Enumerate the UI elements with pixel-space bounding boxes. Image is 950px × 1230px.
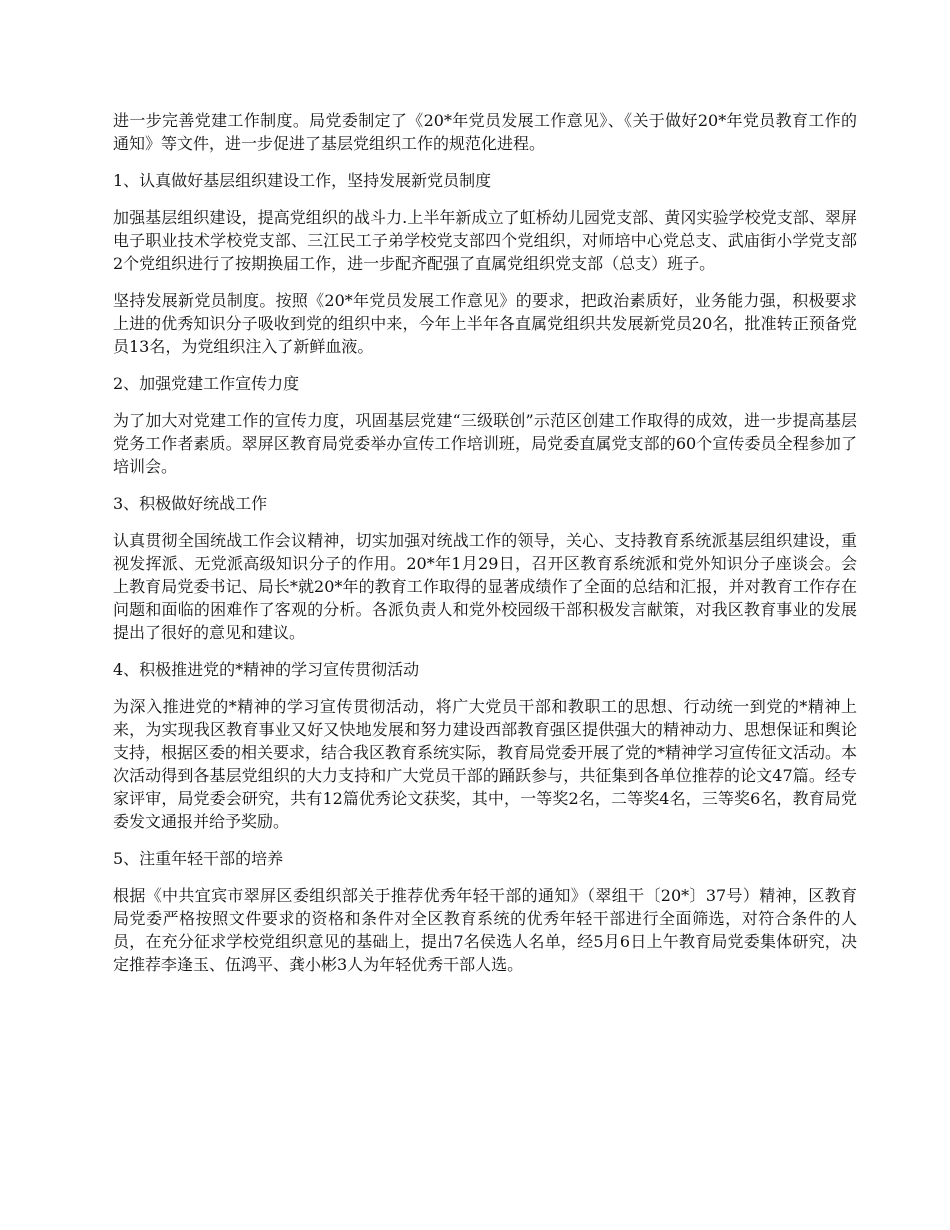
section-4-paragraph: 为深入推进党的*精神的学习宣传贯彻活动，将广大党员干部和教职工的思想、行动统一到党的*精神上来，为实现我区教育事业又好又快地发展和努力建设西部教育强区提供强大的精神动力、思想保证和舆论支持，根据区委的相关要求，结合我区教育系统实际，教育局党委开展了党的*精神学习宣传征文活动。本次活动得到各基层党组织的大力支持和广大党员干部的踊跃参与，共征集到各单位推荐的论文47篇。经专家评审，局党委会研究，共有12篇优秀论文获奖，其中，一等奖2名，二等奖4名，三等奖6名，教育局党委发文通报并给予奖励。 — [113, 697, 858, 831]
section-2-paragraph: 为了加大对党建工作的宣传力度，巩固基层党建“三级联创”示范区创建工作取得的成效，进一步提高基层党务工作者素质。翠屏区教育局党委举办宣传工作培训班，局党委直属党支部的60个宣传委员全程参加了培训会。 — [113, 411, 857, 476]
section-2-heading: 2、加强党建工作宣传力度 — [113, 374, 300, 393]
section-5-heading: 5、注重年轻干部的培养 — [113, 849, 284, 868]
section-3-paragraph: 认真贯彻全国统战工作会议精神，切实加强对统战工作的领导，关心、支持教育系统派基层组织建设，重视发挥派、无党派高级知识分子的作用。20*年1月29日，召开区教育系统派和党外知识分子座谈会。会上教育局党委书记、局长*就20*年的教育工作取得的显著成绩作了全面的总结和汇报，并对教育工作存在问题和面临的困难作了客观的分析。各派负责人和党外校园级干部积极发言献策，对我区教育事业的发展提出了很好的意见和建议。 — [113, 531, 857, 642]
section-4-heading: 4、积极推进党的*精神的学习宣传贯彻活动 — [113, 660, 420, 679]
intro-paragraph: 进一步完善党建工作制度。局党委制定了《20*年党员发展工作意见》、《关于做好20*年党员教育工作的通知》等文件，进一步促进了基层党组织工作的规范化进程。 — [113, 111, 857, 153]
section-1-paragraph-1: 加强基层组织建设，提高党组织的战斗力.上半年新成立了虹桥幼儿园党支部、黄冈实验学校党支部、翠屏电子职业技术学校党支部、三江民工子弟学校党支部四个党组织，对师培中心党总支、武庙街小学党支部2个党组织进行了按期换届工作，进一步配齐配强了直属党组织党支部（总支）班子。 — [113, 208, 857, 273]
section-3-heading: 3、积极做好统战工作 — [113, 494, 268, 513]
section-1-heading: 1、认真做好基层组织建设工作，坚持发展新党员制度 — [113, 171, 492, 190]
section-5-paragraph: 根据《中共宜宾市翠屏区委组织部关于推荐优秀年轻干部的通知》（翠组干〔20*〕37号）精神，区教育局党委严格按照文件要求的资格和条件对全区教育系统的优秀年轻干部进行全面筛选，对符合条件的人员，在充分征求学校党组织意见的基础上，提出7名侯选人名单，经5月6日上午教育局党委集体研究，决定推荐李逢玉、伍鸿平、龚小彬3人为年轻优秀干部人选。 — [113, 886, 857, 974]
section-1-paragraph-2: 坚持发展新党员制度。按照《20*年党员发展工作意见》的要求，把政治素质好，业务能力强，积极要求上进的优秀知识分子吸收到党的组织中来，今年上半年各直属党组织共发展新党员20名，批准转正预备党员13名，为党组织注入了新鲜血液。 — [113, 291, 857, 356]
document-page — [113, 109, 857, 990]
